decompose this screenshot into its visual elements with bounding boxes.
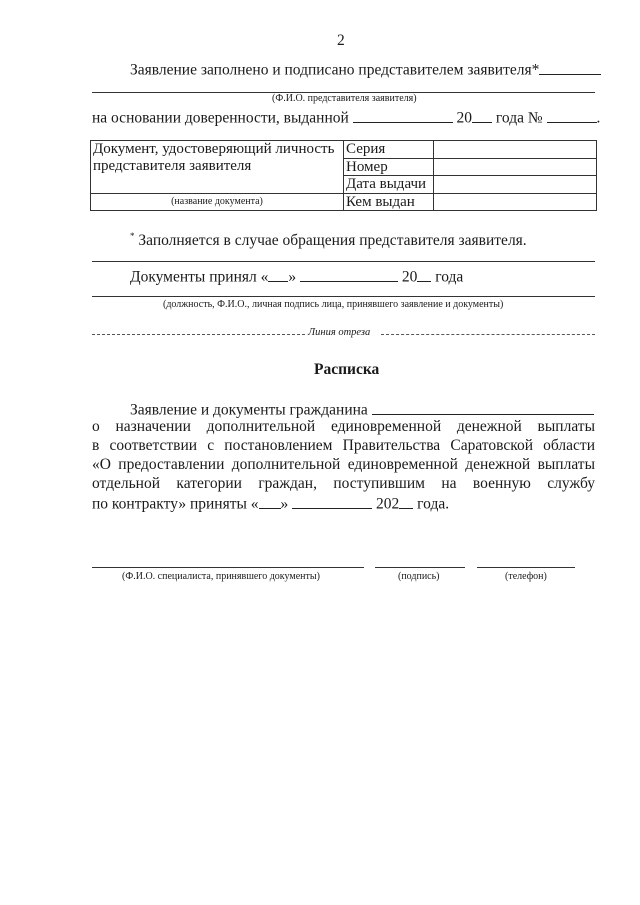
accepted-year-blank[interactable]: [417, 265, 431, 282]
attorney-number-blank[interactable]: [547, 106, 597, 123]
row-label: Номер: [344, 158, 434, 176]
accepted-quote-close: »: [288, 268, 297, 286]
accepted-caption: (должность, Ф.И.О., личная подпись лица, принявшего заявление и документы): [163, 299, 504, 310]
signature-caption: (подпись): [398, 571, 440, 582]
accepted-label: Документы принял «: [130, 268, 269, 286]
receipt-year-suffix: года.: [417, 495, 450, 513]
documents-accepted: [130, 265, 463, 287]
filled-by-representative: [130, 58, 601, 80]
receipt-title: Расписка: [314, 361, 380, 378]
issued-by-field[interactable]: [434, 193, 597, 211]
row-label: Кем выдан: [344, 193, 434, 211]
receipt-quote-close: »: [280, 495, 289, 513]
cut-line-right: [381, 334, 595, 335]
receipt-day-blank[interactable]: [259, 492, 281, 509]
accepted-year-suffix: года: [435, 268, 464, 286]
power-of-attorney-label: на основании доверенности, выданной: [92, 109, 349, 127]
attorney-end-dot: .: [596, 109, 601, 127]
issue-date-field[interactable]: [434, 176, 597, 194]
attorney-date-blank[interactable]: [353, 106, 453, 123]
receipt-year-blank[interactable]: [399, 492, 413, 509]
receipt-last-prefix: по контракту» приняты «: [92, 495, 259, 513]
filled-by-blank[interactable]: [539, 58, 601, 75]
specialist-fio-line[interactable]: [92, 567, 364, 568]
accepted-signature-line[interactable]: [92, 296, 595, 297]
footnote-line[interactable]: [92, 261, 595, 262]
accepted-day-blank[interactable]: [268, 265, 288, 282]
series-field[interactable]: [434, 141, 597, 159]
attorney-year-blank[interactable]: [472, 106, 492, 123]
attorney-year-prefix: 20: [456, 109, 473, 127]
phone-caption: (телефон): [505, 571, 547, 582]
page-number: 2: [337, 32, 345, 49]
id-document-title-cell[interactable]: [91, 141, 344, 194]
power-of-attorney-line: [92, 106, 600, 128]
filled-by-label: Заявление заполнено и подписано представителем заявителя*: [130, 61, 540, 79]
accepted-year-prefix: 20: [401, 268, 418, 286]
receipt-intro-label: Заявление и документы гражданина: [130, 401, 368, 419]
accepted-month-blank[interactable]: [300, 265, 398, 282]
receipt-line: «О предоставлении дополнительной единовременной денежной выплаты: [92, 456, 595, 473]
specialist-fio-caption: (Ф.И.О. специалиста, принявшего документы): [122, 571, 320, 582]
doc-name-caption: (название документа): [91, 193, 344, 211]
receipt-line: отдельной категории граждан, поступившим на военную службу: [92, 475, 595, 492]
phone-line[interactable]: [477, 567, 575, 568]
table-row: [91, 141, 597, 159]
id-document-table: [90, 140, 597, 211]
attorney-year-suffix: года №: [495, 109, 543, 127]
row-label: Серия: [344, 141, 434, 159]
receipt-month-blank[interactable]: [292, 492, 372, 509]
representative-fio-caption: (Ф.И.О. представителя заявителя): [272, 93, 417, 104]
row-label: Дата выдачи: [344, 176, 434, 194]
receipt-line: в соответствии с постановлением Правительства Саратовской области: [92, 437, 595, 454]
receipt-year-prefix: 202: [376, 495, 400, 513]
footnote: [130, 231, 527, 250]
number-field[interactable]: [434, 158, 597, 176]
footnote-mark: *: [130, 231, 135, 241]
cut-line-left: [92, 334, 305, 335]
footnote-text: Заполняется в случае обращения представителя заявителя.: [138, 232, 527, 250]
id-document-title: Документ, удостоверяющий личность представителя заявителя: [93, 141, 335, 174]
receipt-last-line: [92, 492, 449, 514]
receipt-line: о назначении дополнительной единовременной денежной выплаты: [92, 418, 595, 435]
citizen-name-blank[interactable]: [372, 398, 594, 415]
signature-line[interactable]: [375, 567, 465, 568]
cut-line-label: Линия отреза: [308, 327, 371, 338]
table-row: [91, 193, 597, 211]
